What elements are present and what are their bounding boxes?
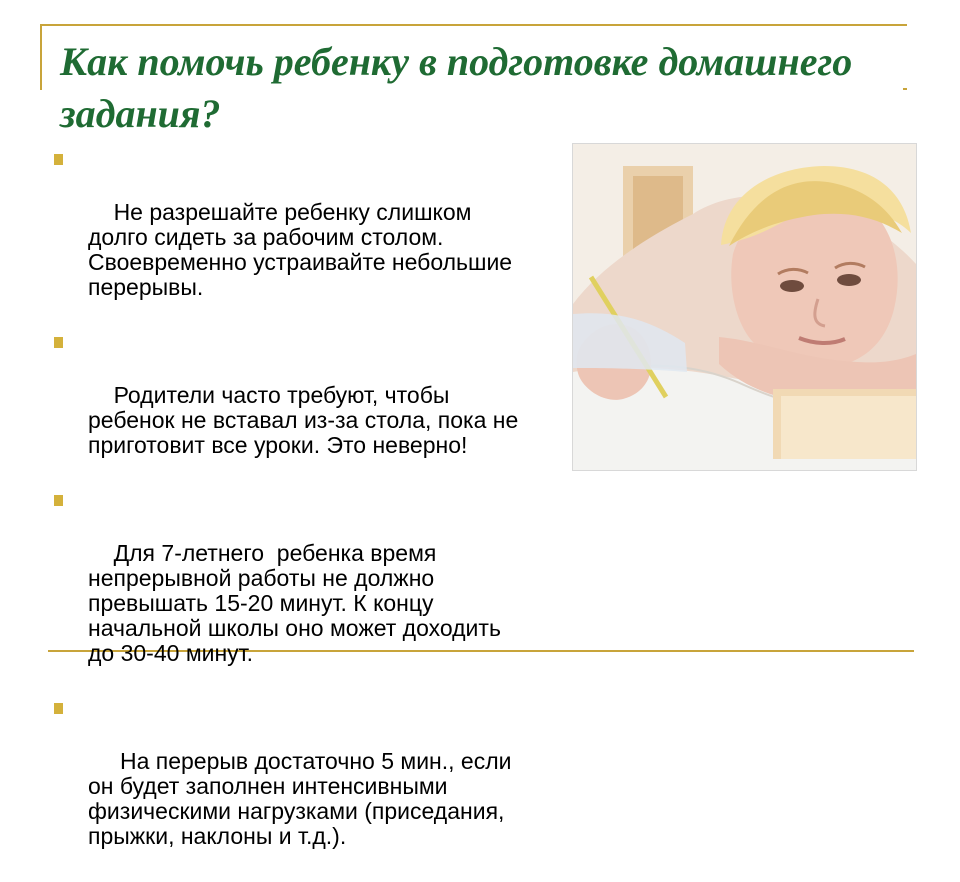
left-accent-line <box>40 24 42 90</box>
bullet-text-3: Для 7-летнего ребенка время непрерывной работы не должно превышать 15-20 минут. К концу начальной школы оно может доходить до 30-40 минут. <box>88 540 508 666</box>
bullet-item-1 <box>50 150 530 325</box>
bullet-item-3 <box>50 491 530 691</box>
right-accent-tick <box>903 88 907 90</box>
boy-doing-homework-image <box>572 143 917 471</box>
square-bullet-icon <box>54 495 63 506</box>
boy-doing-homework-illustration <box>573 144 916 470</box>
square-bullet-icon <box>54 337 63 348</box>
square-bullet-icon <box>54 703 63 714</box>
slide-title: Как помочь ребенку в подготовке домашнего задания? <box>60 39 853 136</box>
bullet-list <box>50 150 530 882</box>
bullet-text-4: На перерыв достаточно 5 мин., если он будет заполнен интенсивными физическими нагрузками (приседания, прыжки, наклоны и т.д.). <box>88 748 518 849</box>
top-accent-line <box>40 24 907 26</box>
square-bullet-icon <box>54 154 63 165</box>
bullet-item-2 <box>50 333 530 483</box>
bullet-text-1: Не разрешайте ребенку слишком долго сидеть за рабочим столом. Своевременно устраивайте небольшие перерывы. <box>88 199 519 300</box>
bullet-item-4 <box>50 699 530 874</box>
bullet-text-2: Родители часто требуют, чтобы ребенок не вставал из-за стола, пока не приготовит все уроки. Это неверно! <box>88 382 525 458</box>
